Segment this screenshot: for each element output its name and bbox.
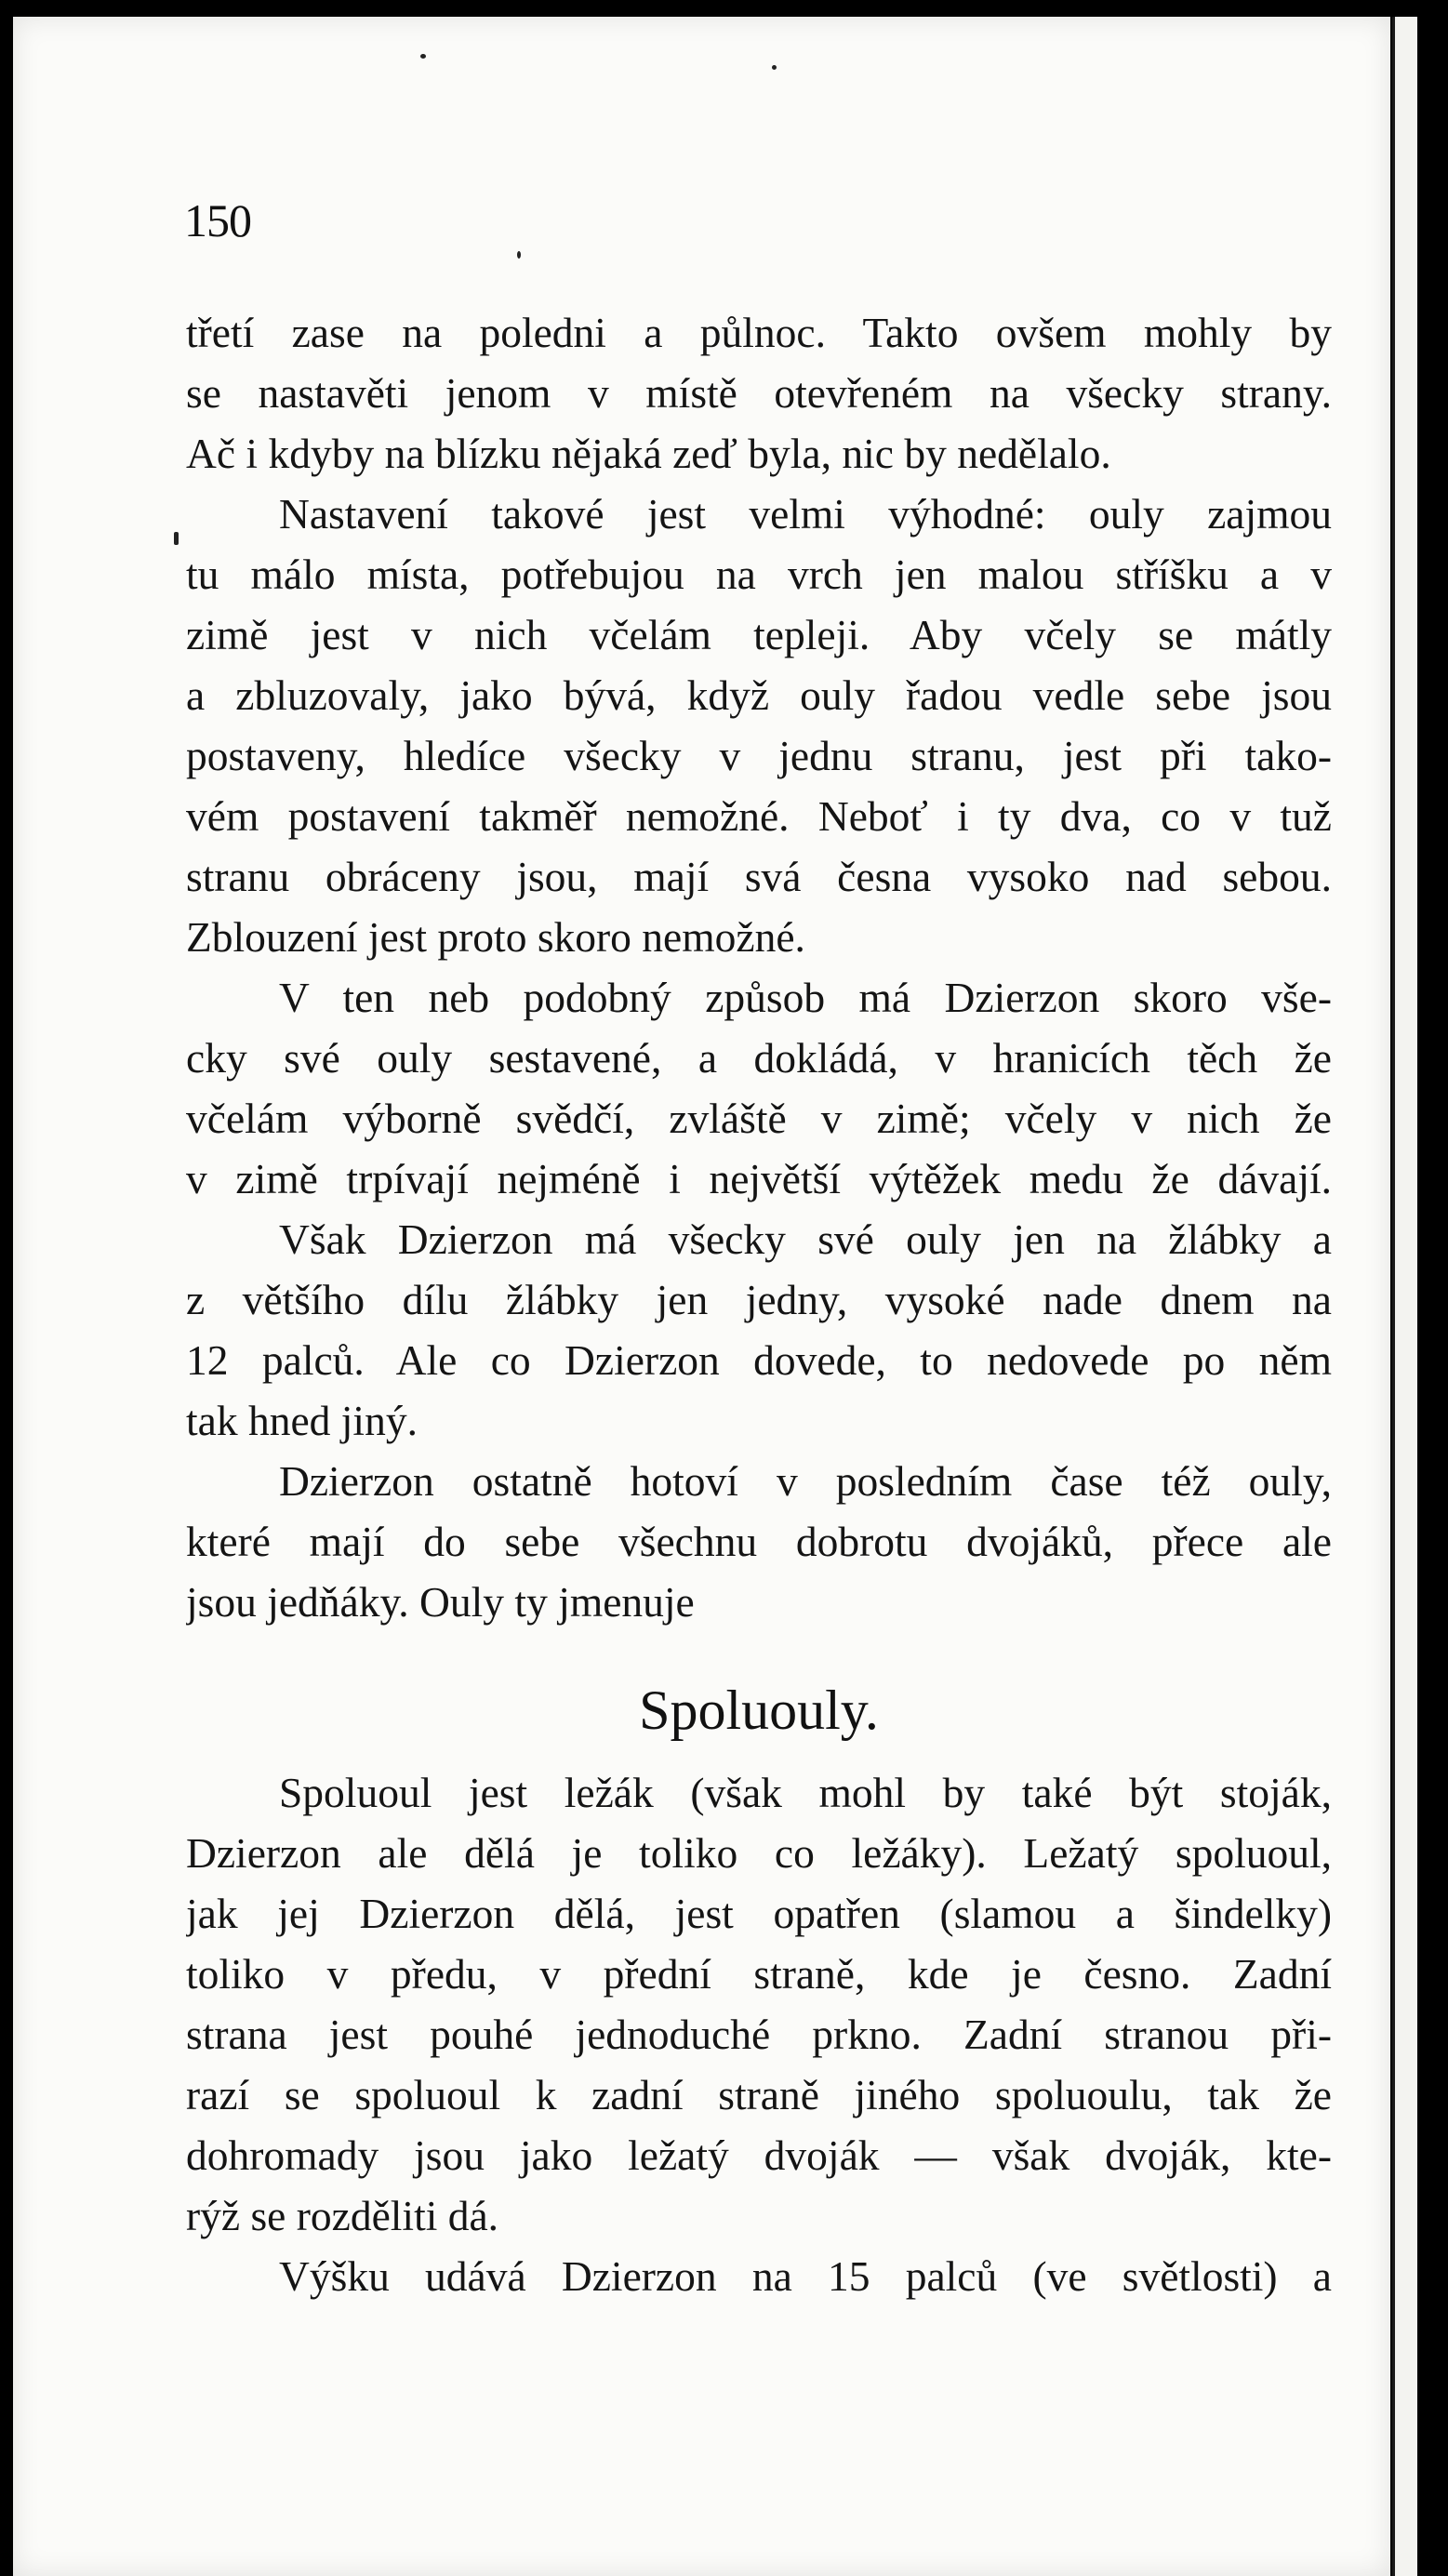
text-line: rýž se rozděliti dá. xyxy=(186,2192,499,2239)
text-line: jak jej Dzierzon dělá, jest opatřen (slamou a šindelky) xyxy=(186,1890,1332,1937)
text-line: zimě jest v nich včelám tepleji. Aby včely se mátly xyxy=(186,611,1332,658)
text-line: které mají do sebe všechnu dobrotu dvojáků, přece ale xyxy=(186,1518,1332,1565)
text-line: cky své ouly sestavené, a dokládá, v hranicích těch že xyxy=(186,1034,1332,1082)
text-line: tak hned jiný. xyxy=(186,1397,418,1444)
text-line: včelám výborně svědčí, zvláště v zimě; včely v nich že xyxy=(186,1095,1332,1142)
text-line: Dzierzon ostatně hotoví v posledním čase též ouly, xyxy=(279,1457,1332,1505)
page-edge xyxy=(1392,17,1417,2576)
text-line: se nastavěti jenom v místě otevřeném na všecky strany. xyxy=(186,369,1332,417)
body-text xyxy=(186,302,1332,2306)
text-line: vém postavení takměř nemožné. Neboť i ty dva, co v tuž xyxy=(186,792,1332,840)
text-line: dohromady jsou jako ležatý dvoják — však dvoják, kte- xyxy=(186,2131,1332,2179)
page-number: 150 xyxy=(184,194,251,246)
text-line: tu málo místa, potřebujou na vrch jen malou stříšku a v xyxy=(186,551,1332,598)
text-line: Ač i kdyby na blízku nějaká zeď byla, nic by nedělalo. xyxy=(186,430,1111,477)
text-line: třetí zase na poledni a půlnoc. Takto ovšem mohly by xyxy=(186,309,1332,356)
section-heading: Spoluouly. xyxy=(639,1680,879,1741)
text-line: V ten neb podobný způsob má Dzierzon skoro vše- xyxy=(279,974,1332,1021)
text-line: strana jest pouhé jednoduché prkno. Zadní stranou při- xyxy=(186,2011,1332,2058)
text-line: a zbluzovaly, jako bývá, když ouly řadou vedle sebe jsou xyxy=(186,671,1332,719)
text-line: v zimě trpívají nejméně i největší výtěžek medu že dávají. xyxy=(186,1155,1332,1202)
text-line: Spoluoul jest ležák (však mohl by také být stoják, xyxy=(279,1769,1332,1816)
text-line: Však Dzierzon má všecky své ouly jen na žlábky a xyxy=(279,1215,1332,1263)
text-line: toliko v předu, v přední straně, kde je česno. Zadní xyxy=(186,1950,1332,1998)
text-line: Zblouzení jest proto skoro nemožné. xyxy=(186,913,805,961)
text-line: jsou jedňáky. Ouly ty jmenuje xyxy=(186,1578,695,1626)
text-line: z většího dílu žlábky jen jedny, vysoké nade dnem na xyxy=(186,1276,1332,1323)
scan-speck xyxy=(772,65,777,70)
scan-speck xyxy=(420,54,426,59)
text-line: Dzierzon ale dělá je toliko co ležáky). Ležatý spoluoul, xyxy=(186,1829,1332,1877)
text-line: stranu obráceny jsou, mají svá česna vysoko nad sebou. xyxy=(186,853,1332,900)
text-line: 12 palců. Ale co Dzierzon dovede, to nedovede po něm xyxy=(186,1336,1332,1384)
scan-speck xyxy=(174,532,179,545)
text-line: Nastavení takové jest velmi výhodné: ouly zajmou xyxy=(279,490,1332,538)
text-line: postaveny, hledíce všecky v jednu stranu, jest při tako- xyxy=(186,732,1332,779)
scan-speck xyxy=(517,251,521,259)
text-line: Výšku udává Dzierzon na 15 palců (ve světlosti) a xyxy=(279,2252,1332,2300)
text-line: razí se spoluoul k zadní straně jiného spoluoulu, tak že xyxy=(186,2071,1332,2118)
